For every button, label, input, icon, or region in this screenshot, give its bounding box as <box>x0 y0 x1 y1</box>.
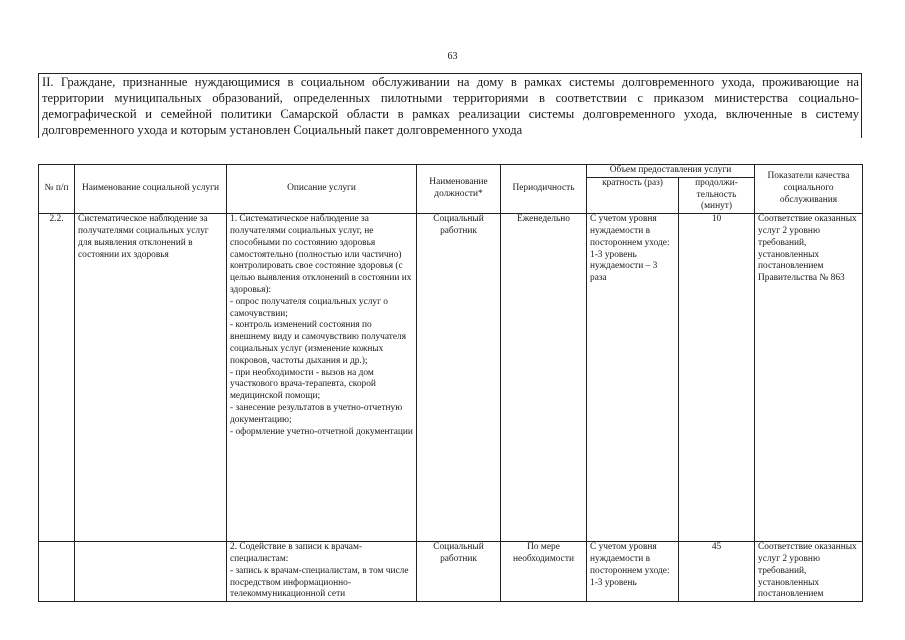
section-heading: II. Граждане, признанные нуждающимися в социальном обслуживании на дому в рамках системы долговременного ухода, проживающие на территории муниципальных образований, определенных пилотными территориями в соответствии с приказом министерства социально-демографической и семейной политики Самарской области в рамках реализации системы долговременного ухода, включенные в систему долговременного ухода и которым установлен Социальный пакет долговременного ухода <box>38 73 862 138</box>
row-periodicity: По мере необходимости <box>501 542 587 602</box>
row-frequency: С учетом уровня нуждаемости в постороннем уходе: 1-3 уровень нуждаемости – 3 раза <box>587 214 679 542</box>
description-line: - контроль изменений состояния по внешнему виду и самочувствию получателя социальных услуг (изменение кожных покровов, частоты дыхания и др.); <box>230 320 407 366</box>
header-periodicity: Периодичность <box>501 165 587 214</box>
description-line: - при необходимости - вызов на дом участкового врача-терапевта, скорой медицинской помощи; <box>230 367 376 402</box>
row-description <box>227 214 417 542</box>
page-number: 63 <box>447 51 458 62</box>
header-frequency: кратность (раз) <box>587 177 679 213</box>
row-duration: 10 <box>679 214 755 542</box>
services-table <box>38 164 863 602</box>
header-description: Описание услуги <box>227 165 417 214</box>
header-quality: Показатели качества социального обслуживания <box>755 165 863 214</box>
row-periodicity: Еженедельно <box>501 214 587 542</box>
header-row <box>39 165 863 178</box>
row-position: Социальный работник <box>417 214 501 542</box>
table-row <box>39 542 863 602</box>
header-num: № п/п <box>39 165 75 214</box>
header-service-name: Наименование социальной услуги <box>75 165 227 214</box>
row-duration: 45 <box>679 542 755 602</box>
header-position: Наименование должности* <box>417 165 501 214</box>
description-line: 2. Содействие в записи к врачам-специалистам: <box>230 542 362 564</box>
description-line: - опрос получателя социальных услуг о самочувствии; <box>230 296 388 319</box>
row-service-name: Систематическое наблюдение за получателями социальных услуг для выявления отклонений в состоянии их здоровья <box>75 214 227 542</box>
row-quality: Соответствие оказанных услуг 2 уровню требований, установленных постановлением Правительства № 863 <box>755 214 863 542</box>
row-num: 2.2. <box>39 214 75 542</box>
description-line: - запись к врачам-специалистам, в том числе посредством информационно-телекоммуникационной сети <box>230 565 409 600</box>
row-service-name <box>75 542 227 602</box>
row-description <box>227 542 417 602</box>
description-line: - занесение результатов в учетно-отчетную документацию; <box>230 402 403 425</box>
table-row <box>39 214 863 542</box>
header-duration: продолжи-тельность (минут) <box>679 177 755 213</box>
row-quality: Соответствие оказанных услуг 2 уровню требований, установленных постановлением <box>755 542 863 602</box>
description-line: 1. Систематическое наблюдение за получателями социальных услуг, не способными по состоянию здоровья самостоятельно (полностью или частично) контролировать свое состояние здоровья (с целью выявления отклонений в состоянии их здоровья): <box>230 214 412 295</box>
row-num <box>39 542 75 602</box>
header-volume: Объем предоставления услуги <box>587 165 755 178</box>
row-position: Социальный работник <box>417 542 501 602</box>
description-line: - оформление учетно-отчетной документации <box>230 426 413 437</box>
row-frequency: С учетом уровня нуждаемости в постороннем уходе: 1-3 уровень <box>587 542 679 602</box>
